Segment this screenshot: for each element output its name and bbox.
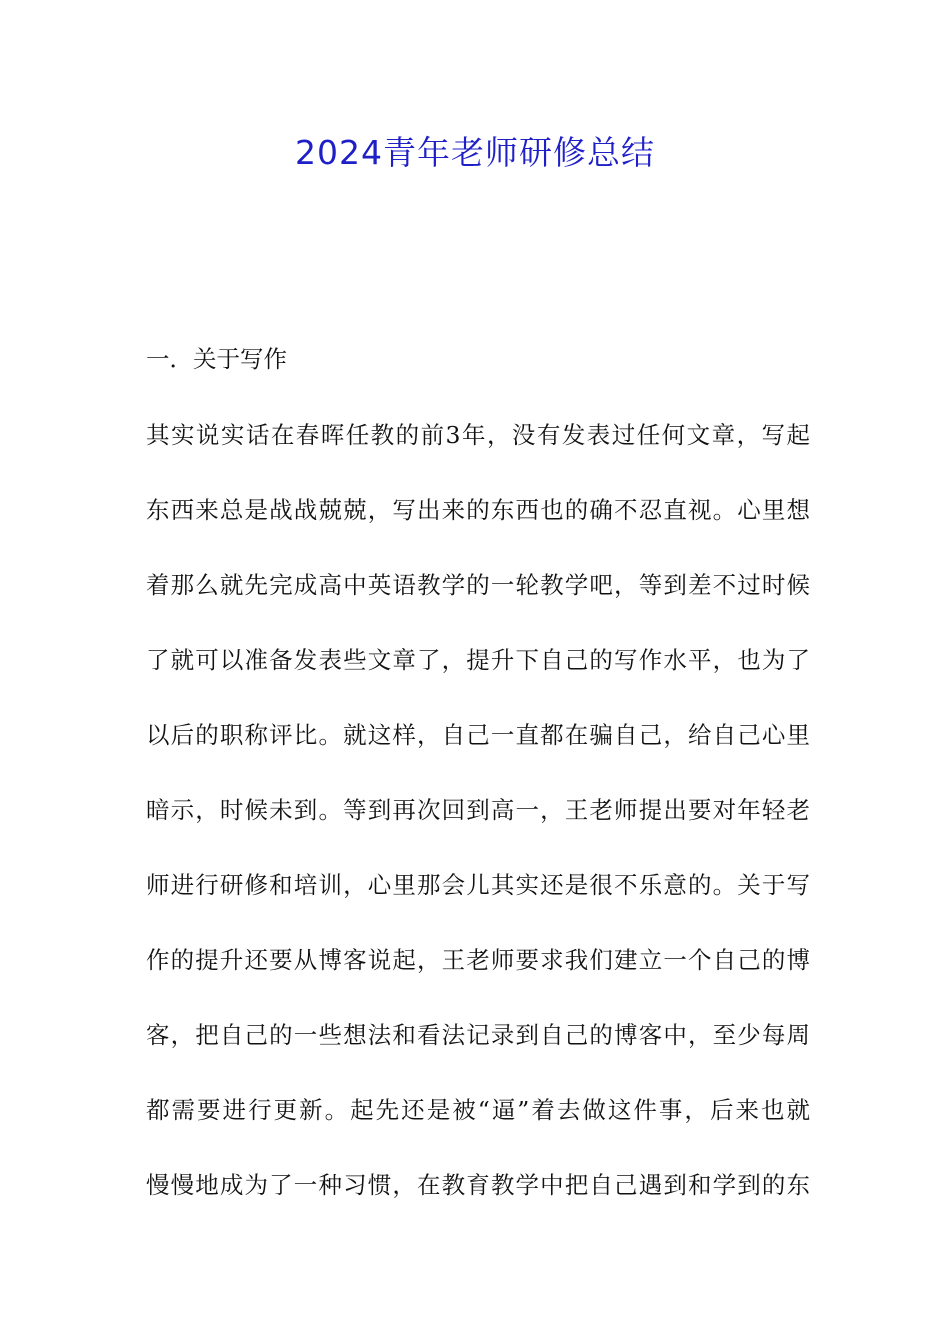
section-heading: 一．关于写作 <box>146 345 287 373</box>
paragraph-line: 暗示，时候未到。等到再次回到高一，王老师提出要对年轻老 <box>146 796 810 824</box>
paragraph-line: 客，把自己的一些想法和看法记录到自己的博客中，至少每周 <box>146 1021 810 1049</box>
paragraph-line: 以后的职称评比。就这样，自己一直都在骗自己，给自己心里 <box>146 721 810 749</box>
document-title: 2024青年老师研修总结 <box>295 133 655 172</box>
paragraph-line: 慢慢地成为了一种习惯，在教育教学中把自己遇到和学到的东 <box>146 1171 810 1199</box>
body-paragraph <box>146 406 810 1231</box>
paragraph-line: 东西来总是战战兢兢，写出来的东西也的确不忍直视。心里想 <box>146 496 810 524</box>
paragraph-line: 了就可以准备发表些文章了，提升下自己的写作水平，也为了 <box>146 646 810 674</box>
paragraph-line: 都需要进行更新。起先还是被“逼”着去做这件事，后来也就 <box>146 1096 810 1124</box>
paragraph-line: 其实说实话在春晖任教的前3年，没有发表过任何文章，写起 <box>146 421 810 449</box>
paragraph-line: 师进行研修和培训，心里那会儿其实还是很不乐意的。关于写 <box>146 871 810 899</box>
paragraph-line: 作的提升还要从博客说起，王老师要求我们建立一个自己的博 <box>146 946 810 974</box>
paragraph-line: 着那么就先完成高中英语教学的一轮教学吧，等到差不过时候 <box>146 571 810 599</box>
